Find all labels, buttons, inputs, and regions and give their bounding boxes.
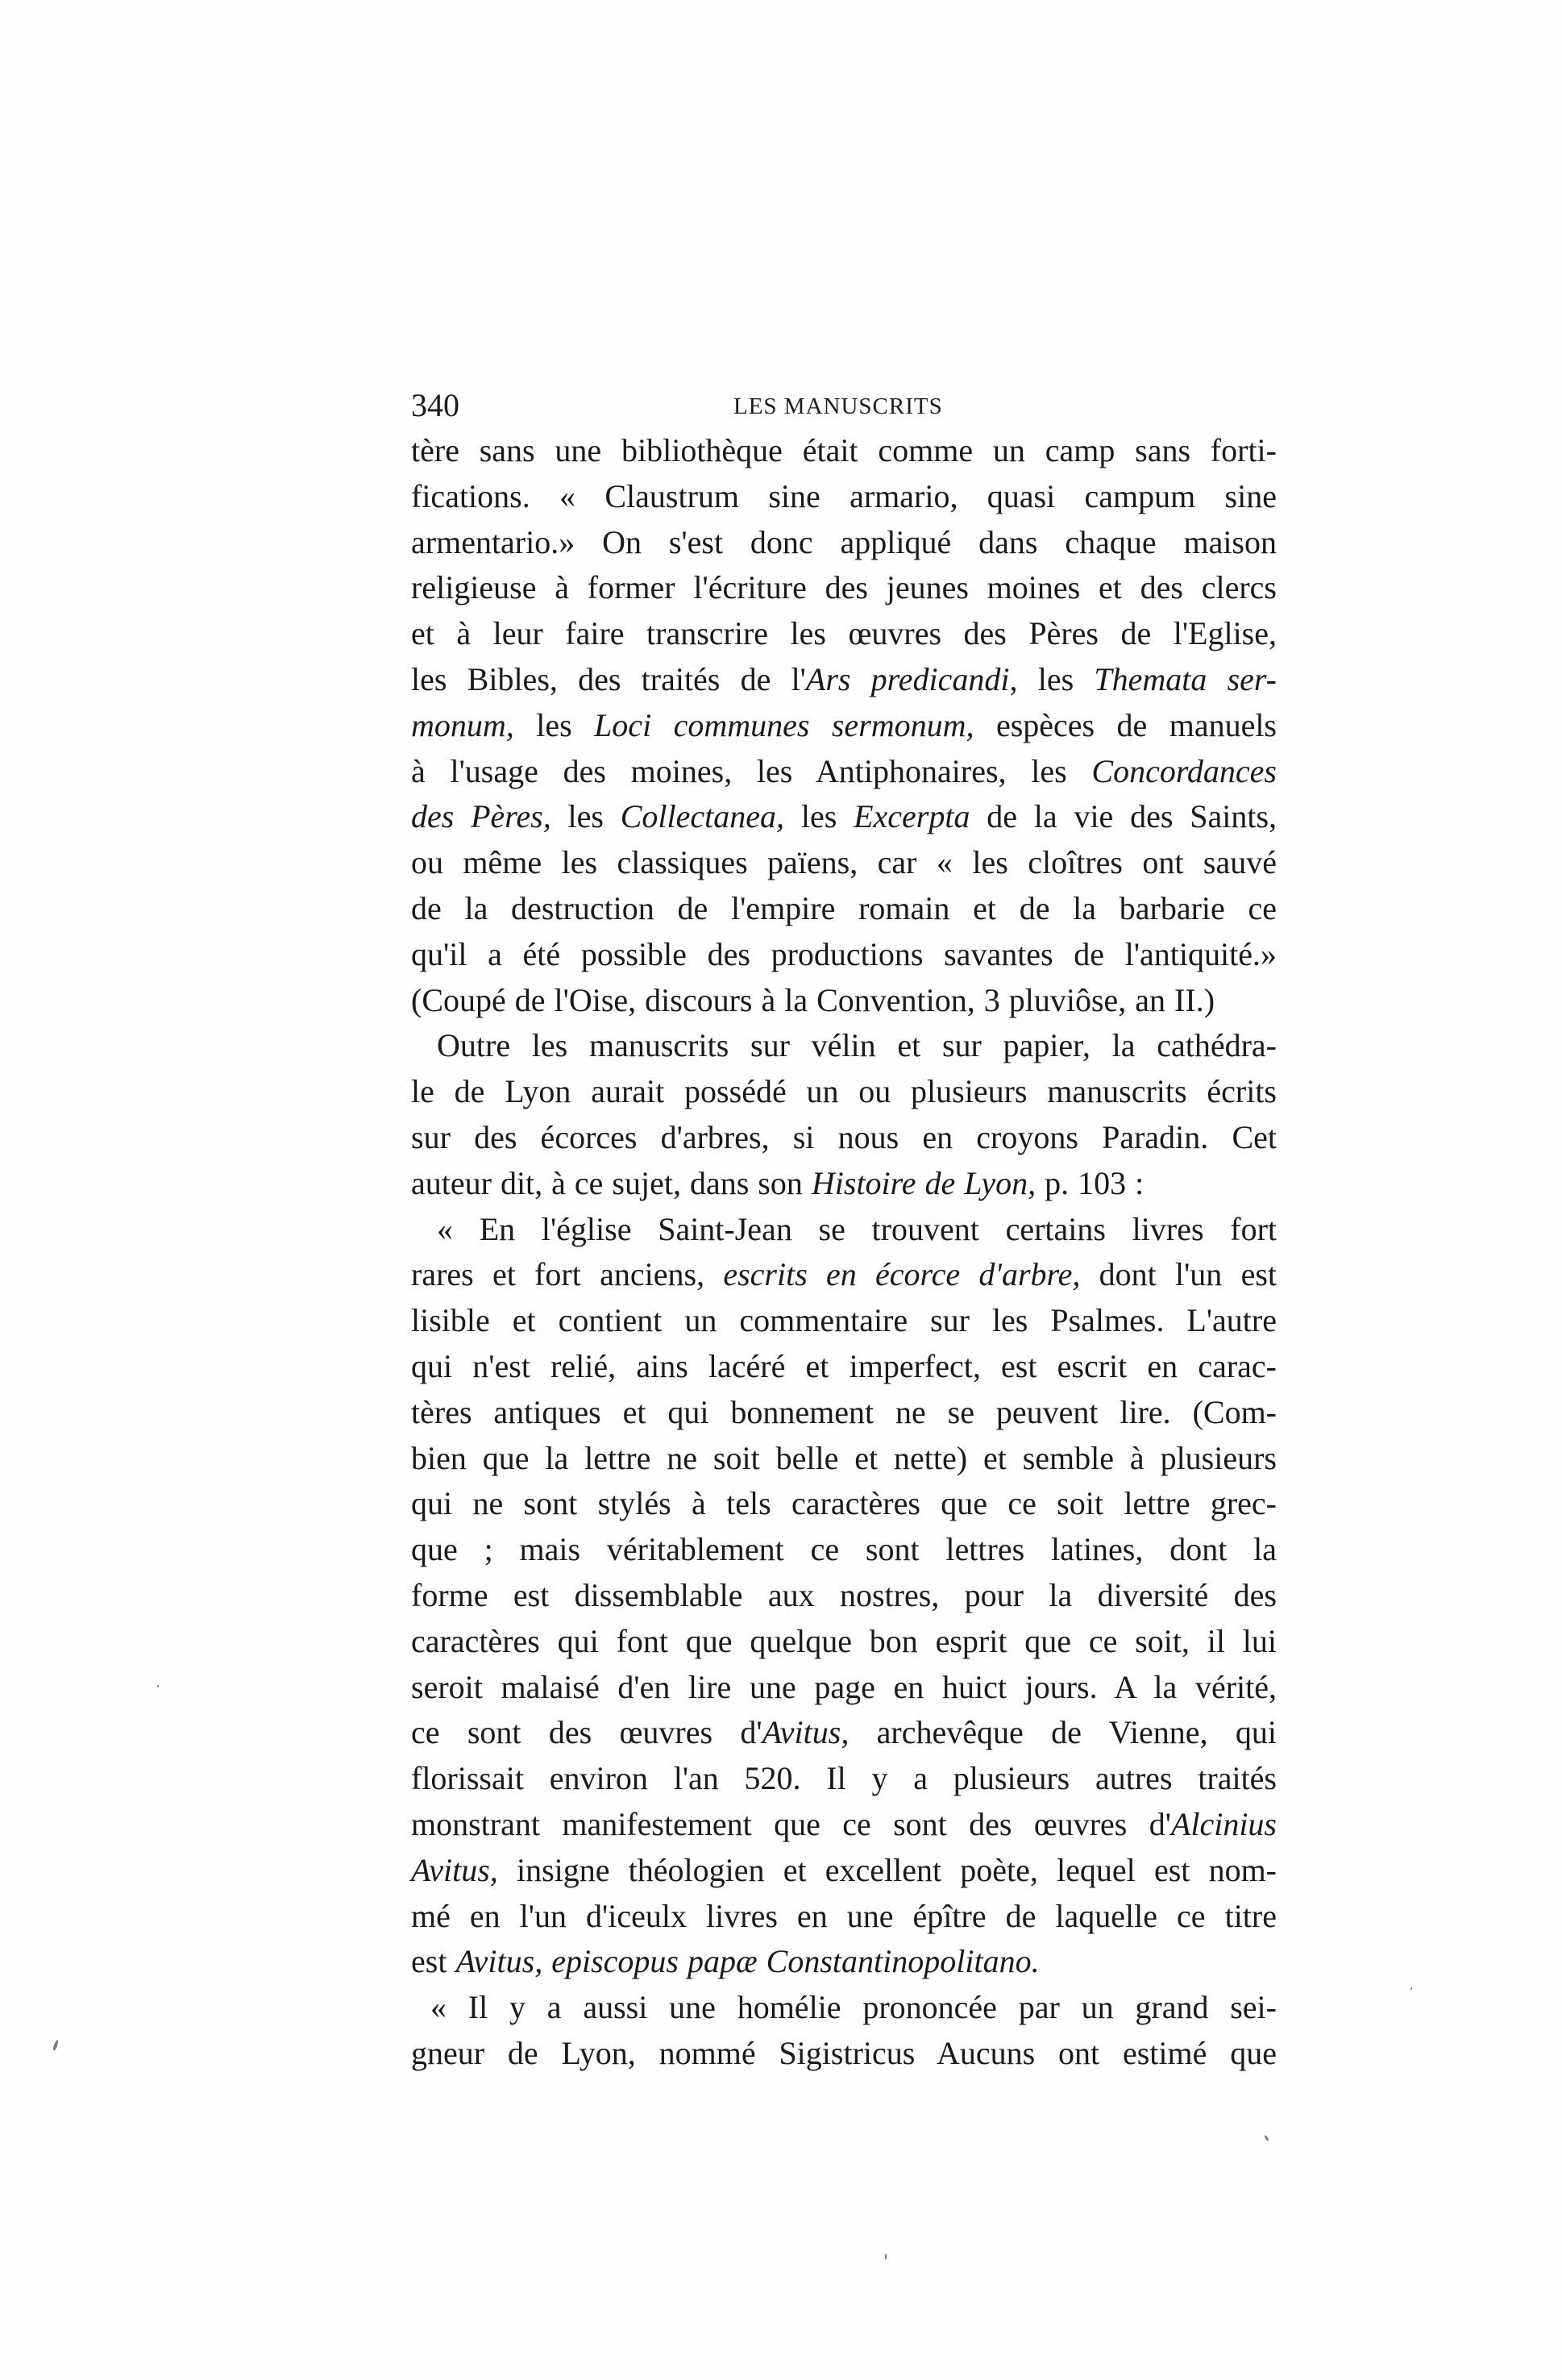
text-line: religieuse à former l'écriture des jeunes moines et des clercs — [411, 569, 1277, 606]
text-line: bien que la lettre ne soit belle et nette) et semble à plusieurs — [411, 1439, 1277, 1476]
text-line: que ; mais véritablement ce sont lettres latines, dont la — [411, 1531, 1277, 1568]
scan-speck — [1264, 2135, 1269, 2141]
text-line: forme est dissemblable aux nostres, pour la diversité des — [411, 1576, 1277, 1613]
text-line: à l'usage des moines, les Antiphonaires, les Concordances — [411, 752, 1277, 789]
text-line: sur des écorces d'arbres, si nous en croyons Paradin. Cet — [411, 1118, 1277, 1155]
text-line: et à leur faire transcrire les œuvres des Pères de l'Eglise, — [411, 615, 1277, 652]
text-line: le de Lyon aurait possédé un ou plusieurs manuscrits écrits — [411, 1073, 1277, 1110]
text-line: « Il y a aussi une homélie prononcée par un grand sei- — [430, 1989, 1277, 2026]
page-header — [411, 385, 1298, 426]
text-line: tères antiques et qui bonnement ne se peuvent lire. (Com- — [411, 1393, 1277, 1430]
text-line: auteur dit, à ce sujet, dans son Histoire de Lyon, p. 103 : — [411, 1164, 1144, 1201]
text-line: qui ne sont stylés à tels caractères que ce soit lettre grec- — [411, 1485, 1277, 1522]
text-line: armentario.» On s'est donc appliqué dans chaque maison — [411, 523, 1277, 560]
text-line: ou même les classiques païens, car « les cloîtres ont sauvé — [411, 844, 1277, 881]
text-line: « En l'église Saint-Jean se trouvent certains livres fort — [437, 1210, 1277, 1247]
text-line: (Coupé de l'Oise, discours à la Convention, 3 pluviôse, an II.) — [411, 981, 1215, 1018]
text-line: monum, les Loci communes sermonum, espèces de manuels — [411, 706, 1277, 743]
text-line: tère sans une bibliothèque était comme un camp sans forti- — [411, 432, 1277, 468]
text-line: Avitus, insigne théologien et excellent poète, lequel est nom- — [411, 1851, 1277, 1888]
text-line: lisible et contient un commentaire sur les Psalmes. L'autre — [411, 1302, 1277, 1339]
page-number: 340 — [411, 387, 459, 423]
text-line: florissait environ l'an 520. Il y a plusieurs autres traités — [411, 1760, 1277, 1797]
text-line: rares et fort anciens, escrits en écorce d'arbre, dont l'un est — [411, 1256, 1277, 1293]
text-line: caractères qui font que quelque bon esprit que ce soit, il lui — [411, 1622, 1277, 1659]
body-text — [411, 428, 1277, 2077]
text-line: fications. « Claustrum sine armario, quasi campum sine — [411, 477, 1277, 514]
text-line: gneur de Lyon, nommé Sigistricus Aucuns ont estimé que — [411, 2034, 1277, 2071]
text-line: monstrant manifestement que ce sont des œuvres d'Alcinius — [411, 1805, 1277, 1842]
text-line: de la destruction de l'empire romain et de la barbarie ce — [411, 889, 1277, 926]
text-line: mé en l'un d'iceulx livres en une épître de laquelle ce titre — [411, 1897, 1277, 1934]
scan-speck — [52, 2040, 60, 2052]
scan-speck — [1410, 1987, 1412, 1990]
running-head: LES MANUSCRITS — [733, 393, 943, 419]
text-line: qui n'est relié, ains lacéré et imperfect, est escrit en carac- — [411, 1347, 1277, 1384]
text-line: Outre les manuscrits sur vélin et sur papier, la cathédra- — [437, 1027, 1277, 1064]
text-line: qu'il a été possible des productions savantes de l'antiquité.» — [411, 935, 1277, 972]
text-line: des Pères, les Collectanea, les Excerpta de la vie des Saints, — [411, 798, 1277, 835]
scan-speck — [885, 2253, 887, 2260]
scan-speck — [157, 1685, 159, 1687]
text-line: est Avitus, episcopus papæ Constantinopolitano. — [411, 1943, 1040, 1980]
text-line: les Bibles, des traités de l'Ars predicandi, les Themata ser- — [411, 660, 1277, 697]
text-line: seroit malaisé d'en lire une page en huict jours. A la vérité, — [411, 1668, 1277, 1705]
text-line: ce sont des œuvres d'Avitus, archevêque de Vienne, qui — [411, 1714, 1277, 1751]
